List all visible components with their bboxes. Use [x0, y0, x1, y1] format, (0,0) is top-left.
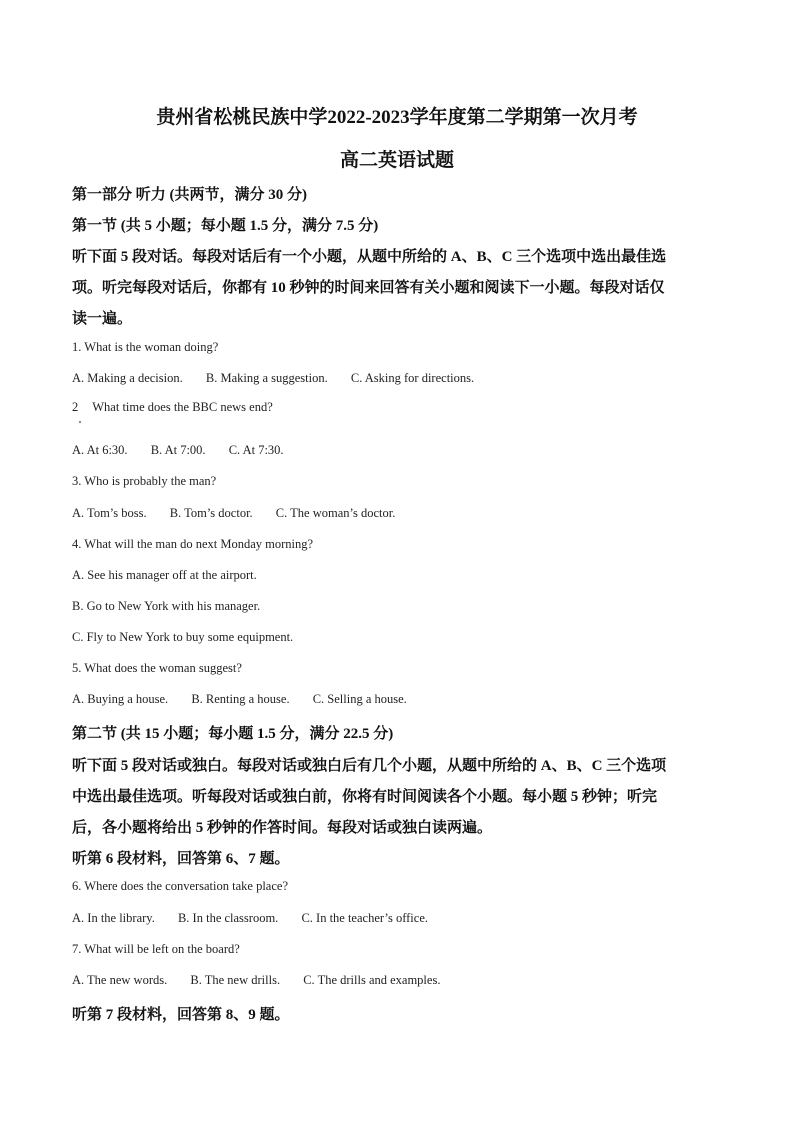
question-2	[72, 400, 273, 415]
option-a: A. The new words.	[72, 973, 168, 987]
option-b: B. Renting a house.	[191, 692, 290, 706]
question-2-text: What time does the BBC news end?	[92, 400, 273, 414]
option-a: A. Tom’s boss.	[72, 506, 147, 520]
question-3-options	[72, 506, 395, 521]
section1-instruction-line: 读一遍。	[72, 311, 133, 327]
question-4: 4. What will the man do next Monday morning?	[72, 537, 314, 551]
option-a: A. At 6:30.	[72, 443, 128, 457]
option-c: C. At 7:30.	[228, 443, 284, 457]
option-b: B. Making a suggestion.	[205, 371, 328, 385]
question-6: 6. Where does the conversation take place?	[72, 879, 288, 893]
material-6-heading: 听第 6 段材料，回答第 6、7 题。	[72, 851, 290, 867]
option-b: B. In the classroom.	[177, 911, 279, 925]
question-2-options	[72, 443, 284, 458]
material-7-heading: 听第 7 段材料，回答第 8、9 题。	[72, 1007, 290, 1023]
exam-title: 贵州省松桃民族中学2022-2023学年度第二学期第一次月考	[156, 107, 638, 128]
option-a: A. Buying a house.	[72, 692, 169, 706]
section2-instruction-line: 后，各小题将给出 5 秒钟的作答时间。每段对话或独白读两遍。	[72, 820, 493, 836]
option-c: C. Asking for directions.	[350, 371, 475, 385]
exam-subtitle: 高二英语试题	[339, 150, 454, 171]
option-b: B. Tom’s doctor.	[169, 506, 253, 520]
option-c: C. Selling a house.	[312, 692, 407, 706]
section2-instruction-line: 听下面 5 段对话或独白。每段对话或独白后有几个小题，从题中所给的 A、B、C 三个选项	[72, 758, 667, 774]
question-7-options	[72, 973, 440, 988]
option-c: C. In the teacher’s office.	[301, 911, 429, 925]
question-3: 3. Who is probably the man?	[72, 474, 217, 488]
section1-heading: 第一节 (共 5 小题；每小题 1.5 分，满分 7.5 分)	[72, 218, 379, 234]
option-c: C. The woman’s doctor.	[275, 506, 396, 520]
option-a: A. Making a decision.	[72, 371, 183, 385]
question-2-number: 2	[72, 400, 79, 414]
section2-heading: 第二节 (共 15 小题；每小题 1.5 分，满分 22.5 分)	[72, 726, 394, 742]
question-1-options	[72, 371, 474, 386]
section1-instruction-line: 听下面 5 段对话。每段对话后有一个小题，从题中所给的 A、B、C 三个选项中选出最佳选	[72, 249, 667, 265]
section1-instruction-line: 项。听完每段对话后，你都有 10 秒钟的时间来回答有关小题和阅读下一小题。每段对话仅	[72, 280, 665, 296]
option-b: B. At 7:00.	[150, 443, 206, 457]
question-7: 7. What will be left on the board?	[72, 942, 240, 956]
option-b: B. The new drills.	[190, 973, 281, 987]
option-b: B. Go to New York with his manager.	[72, 599, 261, 613]
question-5: 5. What does the woman suggest?	[72, 661, 242, 675]
question-5-options	[72, 692, 407, 707]
option-c: C. Fly to New York to buy some equipment.	[72, 630, 294, 644]
stray-dot	[79, 421, 81, 423]
part1-heading: 第一部分 听力 (共两节，满分 30 分)	[72, 187, 307, 203]
option-c: C. The drills and examples.	[303, 973, 441, 987]
section2-instruction-line: 中选出最佳选项。听每段对话或独白前，你将有时间阅读各个小题。每小题 5 秒钟；听完	[72, 789, 658, 805]
question-1: 1. What is the woman doing?	[72, 340, 219, 354]
question-6-options	[72, 911, 428, 926]
option-a: A. See his manager off at the airport.	[72, 568, 257, 582]
option-a: A. In the library.	[72, 911, 155, 925]
